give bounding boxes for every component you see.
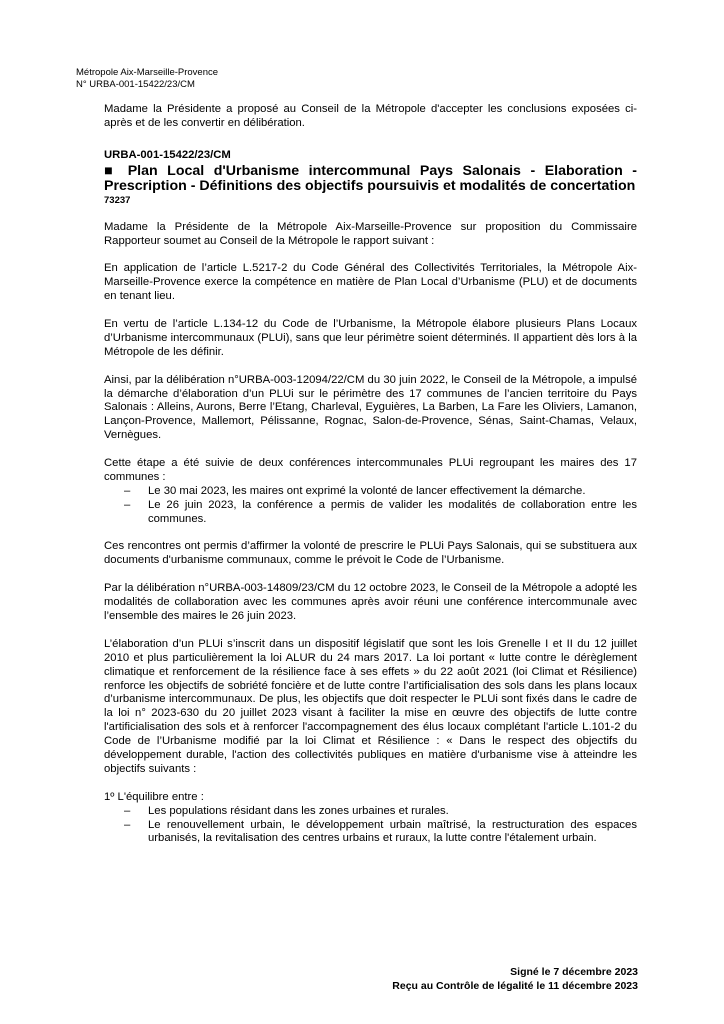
paragraph: Madame la Présidente de la Métropole Aix-Marseille-Provence sur proposition du Commissaire Rapporteur soumet au Conseil de la Métropole le rapport suivant :: [104, 220, 637, 247]
paragraph: Ces rencontres ont permis d’affirmer la volonté de prescrire le PLUi Pays Salonais, qui se substituera aux documents d'urbanisme communaux, comme le prévoit le Code de l’Urbanisme.: [104, 540, 637, 567]
list-item: – Le renouvellement urbain, le développement urbain maîtrisé, la restructuration des espaces urbanisés, la revitalisation des centres urbains et ruraux, la lutte contre l'étalement urbain.: [104, 819, 637, 847]
organization-name: Métropole Aix-Marseille-Provence: [76, 67, 219, 78]
paragraph: 1º L'équilibre entre :: [104, 790, 204, 803]
paragraph: En vertu de l’article L.134-12 du Code de l’Urbanisme, la Métropole élabore plusieurs Plans Locaux d’Urbanisme intercommunaux (PLUi), sans que leur périmètre soient déterminés. Il appartient dès lors à la Métropole de les définir.: [104, 318, 637, 358]
conferences-list: [104, 485, 637, 527]
deliberation-title: ■ Plan Local d'Urbanisme intercommunal Pays Salonais - Elaboration - Prescription - Définitions des objectifs poursuivis et modalités de concertation: [104, 162, 637, 195]
list-item: – Les populations résidant dans les zones urbaines et rurales.: [104, 805, 637, 819]
intro-paragraph: Madame la Présidente a proposé au Conseil de la Métropole d'accepter les conclusions exposées ci-après et de les convertir en délibération.: [104, 103, 637, 129]
list-item: – Le 26 juin 2023, la conférence a permis de valider les modalités de collaboration entre les communes.: [104, 499, 637, 527]
paragraph: L’élaboration d’un PLUi s’inscrit dans un dispositif législatif que sont les lois Grenelle I et II du 12 juillet 2010 et plus particulièrement la loi ALUR du 24 mars 2017. La loi portant « lutte contre le dérèglement climatique et renforcement de la résilience face à ses effets » du 22 août 2021 (loi Climat et Résilience) renforce les objectifs de sobriété foncière et de lutte contre l’artificialisation des sols dans les plans locaux d’urbanisme intercommunaux. De plus, les objectifs que doit respecter le PLUi sont fixés dans le cadre de la loi n° 2023-630 du 20 juillet 2023 visant à faciliter la mise en œuvre des objectifs de lutte contre l'artificialisation des sols et à renforcer l'accompagnement des élus locaux complétant l'article L.101-2 du Code de l’Urbanisme modifié par la loi Climat et Résilience : « Dans le respect des objectifs du développement durable, l'action des collectivités publiques en matière d'urbanisme vise à atteindre les objectifs suivants :: [104, 637, 637, 775]
received-date: Reçu au Contrôle de légalité le 11 décembre 2023: [392, 980, 638, 992]
document-header: [76, 67, 218, 91]
document-body: [104, 103, 637, 860]
signature-block: [392, 965, 638, 993]
paragraph: Par la délibération n°URBA-003-14809/23/CM du 12 octobre 2023, le Conseil de la Métropole a adopté les modalités de collaboration avec les communes après avoir réuni une conférence intercommunale avec l’ensemble des maires le 26 juin 2023.: [104, 582, 637, 622]
paragraph: En application de l’article L.5217-2 du Code Général des Collectivités Territoriales, la Métropole Aix-Marseille-Provence exerce la compétence en matière de Plan Local d’Urbanisme (PLU) et de documents en tenant lieu.: [104, 262, 637, 303]
signed-date: Signé le 7 décembre 2023: [510, 966, 638, 978]
deliberation-number: 73237: [104, 194, 131, 206]
document-reference: N° URBA-001-15422/23/CM: [76, 79, 195, 90]
paragraph: Ainsi, par la délibération n°URBA-003-12094/22/CM du 30 juin 2022, le Conseil de la Métropole, a impulsé la démarche d’élaboration d’un PLUi sur le périmètre des 17 communes de l’ancien territoire du Pays Salonais : Alleins, Aurons, Berre l’Etang, Charleval, Eyguières, La Barben, La Fare les Oliviers, Lamanon, Lançon-Provence, Mallemort, Pélissanne, Rognac, Salon-de-Provence, Sénas, Saint-Chamas, Velaux, Vernègues.: [104, 373, 637, 442]
equilibre-list: [104, 805, 637, 847]
deliberation-reference: URBA-001-15422/23/CM: [104, 148, 231, 161]
paragraph: Cette étape a été suivie de deux conférences intercommunales PLUi regroupant les maires des 17 communes :: [104, 457, 637, 483]
list-item: – Le 30 mai 2023, les maires ont exprimé la volonté de lancer effectivement la démarche.: [104, 485, 637, 499]
